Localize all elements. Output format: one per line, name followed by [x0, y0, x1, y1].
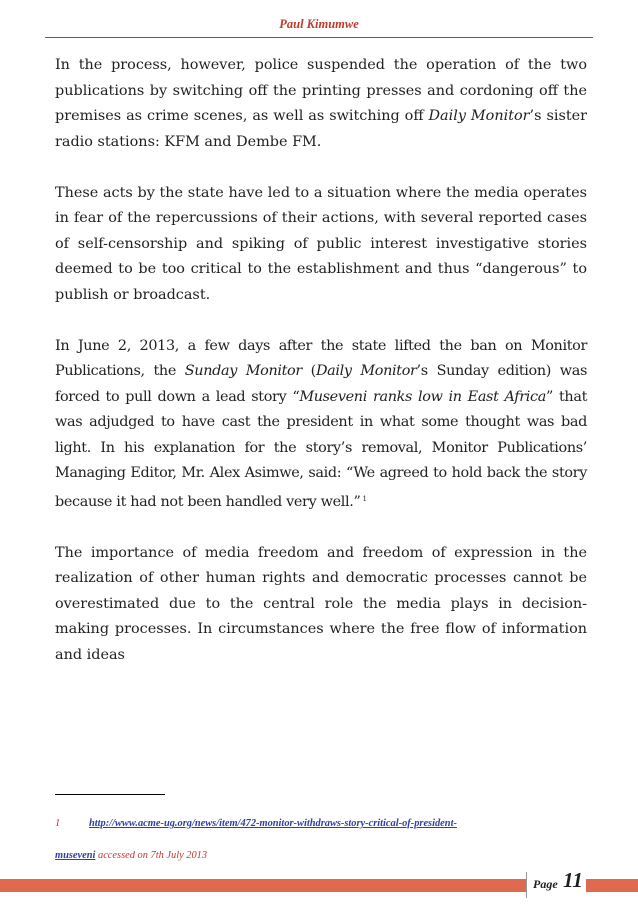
page-number: 11 [563, 868, 583, 892]
body-text [55, 53, 587, 668]
p1-italic-daily-monitor: Daily Monitor [428, 108, 530, 124]
p3-text-c: ( [301, 363, 316, 379]
p1-text-c: ’s sister radio stations: KFM and Dembe FM. [55, 108, 588, 150]
paragraph-4: The importance of media freedom and freedom of expression in the realization of other human rights and democratic processes cannot be overestimated due to the central role the media plays in decision-making processes. In circumstances where the free flow of information and ideas [55, 544, 587, 663]
page-label: Page [533, 877, 558, 891]
paragraph-1 [55, 53, 587, 155]
footnote-number: 1 [55, 818, 61, 829]
footer-separator [526, 872, 527, 898]
p1-text-a: In the process, however, police suspended the operation of the two publications by switching off the printing presses and cordoning off the premises as crime scenes, as well as switching off [55, 57, 587, 124]
p3-italic-story-title: Museveni ranks low in East Africa [299, 388, 546, 405]
footnote-accessed-date: accessed on 7th July 2013 [95, 850, 208, 861]
footnote-rule [55, 794, 165, 795]
page-header [0, 0, 638, 40]
footnote-reference[interactable]: 1 [362, 494, 367, 503]
header-author: Paul Kimumwe [279, 17, 359, 31]
footnote-link[interactable]: http://www.acme-ug.org/news/item/472-monitor-withdraws-story-critical-of-president- [89, 818, 457, 829]
p3-italic-sunday-monitor: Sunday Monitor [184, 363, 302, 379]
p3-text-a: In June 2, 2013, a few days after the state lifted the ban on Monitor Publications, the [55, 337, 587, 379]
p3-text-e: ’s Sunday edition) was forced to pull down a lead story “ [55, 363, 587, 405]
header-rule [45, 37, 593, 38]
paragraph-2: These acts by the state have led to a situation where the media operates in fear of the repercussions of their actions, with several reported cases of self-censorship and spiking of public interest investigative stories deemed to be too critical to the establishment and thus “dangerous” to publish or broadcast. [55, 184, 587, 303]
footnote [55, 808, 587, 872]
footnote-link-continued[interactable]: museveni [55, 850, 96, 861]
p3-text-g: ” that was adjudged to have cast the president in what some thought was bad light. In his explanation for the story’s removal, Monitor Publications’ Managing Editor, Mr. Alex Asimwe, said: “We agreed to hold back the story because it had not been handled very well.” [55, 388, 587, 510]
paragraph-3 [55, 334, 587, 516]
p3-italic-daily-monitor: Daily Monitor [315, 363, 417, 379]
